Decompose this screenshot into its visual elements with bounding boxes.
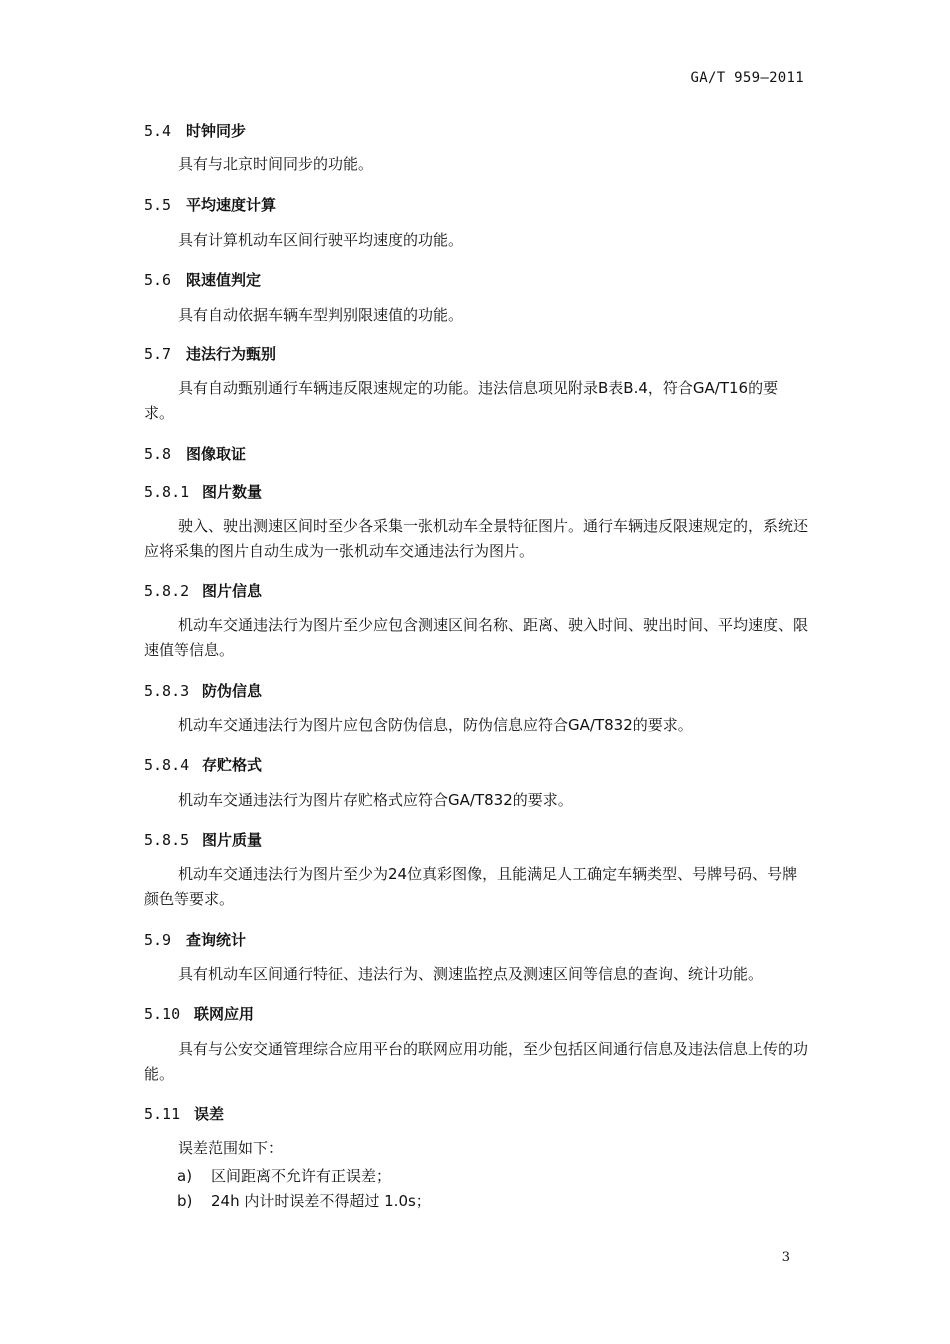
standard-number: GA/T 959—2011	[690, 70, 804, 86]
section-heading-5-11: 5.11 误差	[144, 1105, 225, 1123]
section-body-5-8-1: 驶入、驶出测速区间时至少各采集一张机动车全景特征图片。通行车辆违反限速规定的，系统还应将采集的图片自动生成为一张机动车交通违法行为图片。	[144, 517, 809, 560]
section-heading-5-10: 5.10 联网应用	[144, 1005, 255, 1023]
section-body-5-8-5: 机动车交通违法行为图片至少为24位真彩图像，且能满足人工确定车辆类型、号牌号码、号牌颜色等要求。	[144, 865, 798, 908]
section-heading-5-4: 5.4 时钟同步	[144, 122, 247, 140]
section-heading-5-8-3: 5.8.3 防伪信息	[144, 682, 263, 700]
section-heading-5-5: 5.5 平均速度计算	[144, 196, 277, 214]
section-body-5-11: 误差范围如下：	[178, 1139, 284, 1157]
section-body-5-8-4: 机动车交通违法行为图片存贮格式应符合GA/T832的要求。	[178, 791, 573, 809]
section-heading-5-8-2: 5.8.2 图片信息	[144, 582, 263, 600]
section-heading-5-8: 5.8 图像取证	[144, 445, 247, 463]
list-item: a) 区间距离不允许有正误差；	[177, 1167, 392, 1185]
section-body-5-10: 具有与公安交通管理综合应用平台的联网应用功能，至少包括区间通行信息及违法信息上传的功能。	[144, 1040, 809, 1083]
section-heading-5-6: 5.6 限速值判定	[144, 271, 262, 289]
section-heading-5-8-5: 5.8.5 图片质量	[144, 831, 263, 849]
section-body-5-8-3: 机动车交通违法行为图片应包含防伪信息，防伪信息应符合GA/T832的要求。	[178, 716, 693, 734]
section-body-5-5: 具有计算机动车区间行驶平均速度的功能。	[178, 231, 464, 249]
section-body-5-9: 具有机动车区间通行特征、违法行为、测速监控点及测速区间等信息的查询、统计功能。	[178, 965, 764, 983]
section-heading-5-7: 5.7 违法行为甄别	[144, 345, 277, 363]
section-body-5-7: 具有自动甄别通行车辆违反限速规定的功能。违法信息项见附录B表B.4，符合GA/T16的要求。	[144, 379, 779, 422]
section-heading-5-9: 5.9 查询统计	[144, 931, 247, 949]
page-number: 3	[781, 1250, 790, 1265]
list-item: b) 24h 内计时误差不得超过 1.0s；	[177, 1192, 431, 1210]
section-body-5-4: 具有与北京时间同步的功能。	[178, 155, 374, 173]
section-body-5-8-2: 机动车交通违法行为图片至少应包含测速区间名称、距离、驶入时间、驶出时间、平均速度、限速值等信息。	[144, 616, 809, 659]
section-body-5-6: 具有自动依据车辆车型判别限速值的功能。	[178, 306, 464, 324]
section-heading-5-8-4: 5.8.4 存贮格式	[144, 756, 263, 774]
section-heading-5-8-1: 5.8.1 图片数量	[144, 483, 263, 501]
